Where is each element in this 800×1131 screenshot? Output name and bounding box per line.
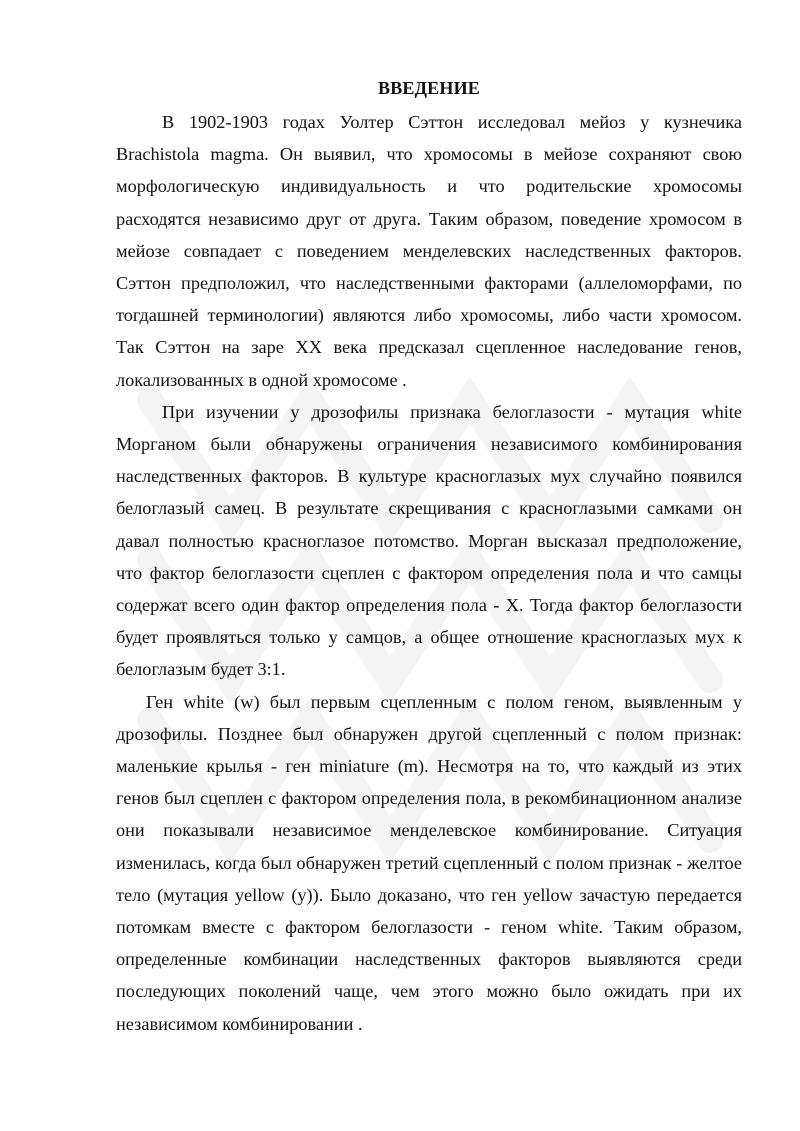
paragraph-linked-genes: Ген white (w) был первым сцепленным с полом геном, выявленным у дрозофилы. Позднее был обнаружен другой сцепленный с полом признак: маленькие крылья - ген miniature (m). Несмотря на то, что каждый из этих генов был сцеплен с фактором определения пола, в рекомбинационном анализе они показывали независимое менделевское комбинирование. Ситуация изменилась, когда был обнаружен третий сцепленный с полом признак - желтое тело (мутация yellow (y)). Было доказано, что ген yellow зачастую передается потомкам вместе с фактором белоглазости - геном white. Таким образом, определенные комбинации наследственных факторов выявляются среди последующих поколений чаще, чем этого можно было ожидать при их независимом комбинировании . [116,691,742,1034]
document-title: ВВЕДЕНИЕ [377,78,480,98]
document-body [116,74,742,1040]
paragraph-morgan-white: При изучении у дрозофилы признака белоглазости - мутация white Морганом были обнаружены ограничения независимого комбинирования наследственных факторов. В культуре красноглазых мух случайно появился белоглазый самец. В результате скрещивания с красноглазыми самками он давал полностью красноглазое потомство. Морган высказал предположение, что фактор белоглазости сцеплен с фактором определения пола и что самцы содержат всего один фактор определения пола - X. Тогда фактор белоглазости будет проявляться только у самцов, а общее отношение красноглазых мух к белоглазым будет 3:1. [116,401,742,680]
paragraph-sutton: В 1902-1903 годах Уолтер Сэттон исследовал мейоз у кузнечика Brachistola magma. Он выявил, что хромосомы в мейозе сохраняют свою морфологическую индивидуальность и что родительские хромосомы расходятся независимо друг от друга. Таким образом, поведение хромосом в мейозе совпадает с поведением менделевских наследственных факторов. Сэттон предположил, что наследственными факторами (аллеломорфами, по тогдашней терминологии) являются либо хромосомы, либо части хромосом. Так Сэттон на заре XX века предсказал сцепленное наследование генов, локализованных в одной хромосоме . [116,112,742,390]
